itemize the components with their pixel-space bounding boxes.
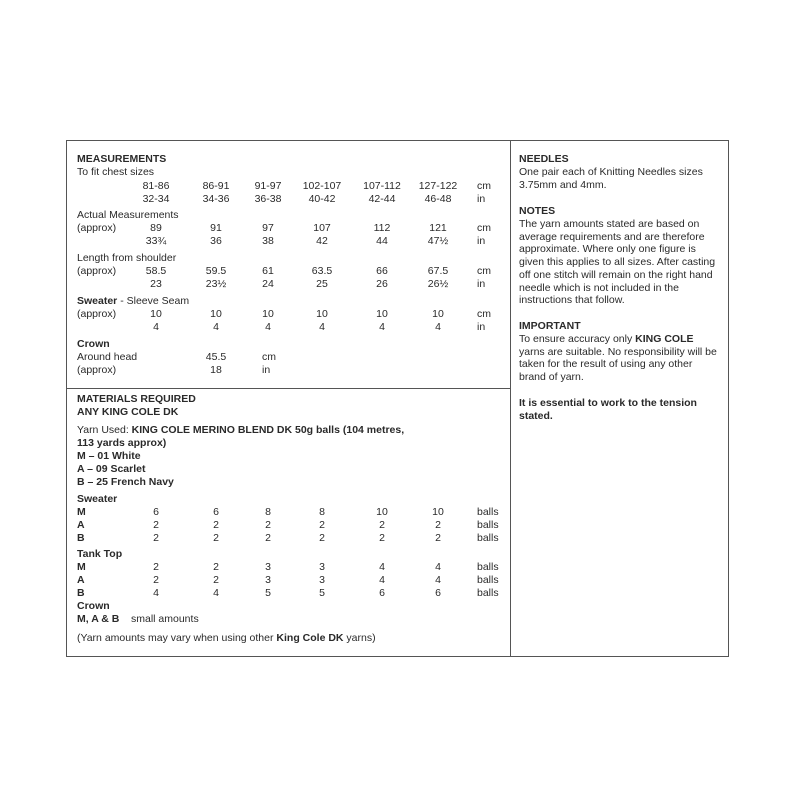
actual-cm-5: 112 <box>373 222 391 234</box>
length-in-2: 23½ <box>205 278 227 290</box>
sleeve-cm-3: 10 <box>262 308 274 320</box>
actual-in-6: 47½ <box>427 235 449 247</box>
sweater-b-4: 2 <box>319 532 325 544</box>
sweater-m-6: 10 <box>432 506 444 518</box>
sweater-b-5: 2 <box>379 532 385 544</box>
sweater-b-2: 2 <box>213 532 219 544</box>
sleeve-in-6: 4 <box>435 321 441 333</box>
crown-unit-cm: cm <box>262 351 276 363</box>
sweater-b-3: 2 <box>265 532 271 544</box>
sleeve-in-5: 4 <box>379 321 385 333</box>
size-in-1: 32-34 <box>142 193 170 205</box>
tank-a-1: 2 <box>153 574 159 586</box>
actual-cm-3: 97 <box>262 222 274 234</box>
sweater-a-3: 2 <box>265 519 271 531</box>
unit-in: in <box>477 193 486 205</box>
important-text <box>519 333 719 384</box>
sleeve-unit-cm: cm <box>477 308 491 320</box>
tank-a-5: 4 <box>379 574 385 586</box>
materials-heading: MATERIALS REQUIRED <box>77 393 196 405</box>
important-suffix: yarns are suitable. No responsibility will be taken for the result of using any other brand of yarn. <box>519 345 717 384</box>
around-head-label: Around head <box>77 351 138 363</box>
crown-row-value: small amounts <box>131 613 199 625</box>
actual-cm-2: 91 <box>210 222 222 234</box>
actual-unit-cm: cm <box>477 222 491 234</box>
tank-row-m-label: M <box>77 561 86 573</box>
length-cm-1: 58.5 <box>145 265 167 277</box>
size-in-2: 34-36 <box>202 193 230 205</box>
tension-text: It is essential to work to the tension stated. <box>519 397 697 422</box>
length-cm-3: 61 <box>262 265 274 277</box>
materials-subheading: ANY KING COLE DK <box>77 406 179 418</box>
length-in-5: 26 <box>376 278 388 290</box>
actual-in-5: 44 <box>376 235 388 247</box>
tank-row-b-label: B <box>77 587 85 599</box>
colour-b: B – 25 French Navy <box>77 476 174 488</box>
length-in-6: 26½ <box>427 278 449 290</box>
notes-heading: NOTES <box>519 205 556 217</box>
sweater-b-6: 2 <box>435 532 441 544</box>
size-cm-2: 86-91 <box>202 180 230 192</box>
actual-in-3: 38 <box>262 235 274 247</box>
sleeve-cm-1: 10 <box>150 308 162 320</box>
length-unit-cm: cm <box>477 265 491 277</box>
tank-label: Tank Top <box>77 548 123 560</box>
tank-a-6: 4 <box>435 574 441 586</box>
tank-m-6: 4 <box>435 561 441 573</box>
measurements-heading: MEASUREMENTS <box>77 153 167 165</box>
important-bold: KING COLE <box>635 333 694 345</box>
sleeve-cm-5: 10 <box>376 308 388 320</box>
size-cm-4: 102-107 <box>302 180 342 192</box>
size-in-3: 36-38 <box>254 193 282 205</box>
sleeve-cm-4: 10 <box>316 308 328 320</box>
sweater-a-6: 2 <box>435 519 441 531</box>
crown-in: 18 <box>210 364 222 376</box>
length-approx-label: (approx) <box>77 265 117 277</box>
size-cm-5: 107-112 <box>363 180 401 192</box>
sleeve-in-1: 4 <box>153 321 159 333</box>
sweater-m-3: 8 <box>265 506 271 518</box>
tank-m-4: 3 <box>319 561 325 573</box>
sweater-a-2: 2 <box>213 519 219 531</box>
tank-a-2: 2 <box>213 574 219 586</box>
unit-cm: cm <box>477 180 491 192</box>
sleeve-label-bold: Sweater <box>77 295 118 307</box>
tank-a-3: 3 <box>265 574 271 586</box>
sweater-row-a-label: A <box>77 519 85 531</box>
sleeve-approx-label: (approx) <box>77 308 117 320</box>
length-in-1: 23 <box>150 278 162 290</box>
actual-cm-4: 107 <box>313 222 331 234</box>
sweater-row-m-label: M <box>77 506 86 518</box>
yarn-used-prefix: Yarn Used: <box>77 424 132 436</box>
tank-a-4: 3 <box>319 574 325 586</box>
actual-cm-6: 121 <box>429 222 447 234</box>
yarn-note-suffix: yarns) <box>343 632 376 644</box>
needles-text: One pair each of Knitting Needles sizes 3.75mm and 4mm. <box>519 166 703 191</box>
tank-b-3: 5 <box>265 587 271 599</box>
sweater-m-unit: balls <box>477 506 499 518</box>
sweater-m-5: 10 <box>376 506 388 518</box>
sleeve-in-2: 4 <box>213 321 219 333</box>
actual-label: Actual Measurements <box>77 209 179 221</box>
crown-approx-label: (approx) <box>77 364 117 376</box>
tank-row-a-label: A <box>77 574 85 586</box>
sweater-b-unit: balls <box>477 532 499 544</box>
sweater-a-4: 2 <box>319 519 325 531</box>
chest-label: To fit chest sizes <box>77 166 155 178</box>
tank-b-unit: balls <box>477 587 499 599</box>
yarn-note-bold: King Cole DK <box>276 632 344 644</box>
actual-in-2: 36 <box>210 235 222 247</box>
length-cm-6: 67.5 <box>427 265 449 277</box>
tank-m-3: 3 <box>265 561 271 573</box>
actual-unit-in: in <box>477 235 486 247</box>
size-in-6: 46-48 <box>424 193 452 205</box>
tank-a-unit: balls <box>477 574 499 586</box>
sleeve-label-rest: - Sleeve Seam <box>117 295 190 307</box>
yarn-used-line2: 113 yards approx) <box>77 437 167 449</box>
yarn-note <box>77 632 376 644</box>
length-cm-4: 63.5 <box>311 265 333 277</box>
yarn-note-prefix: (Yarn amounts may vary when using other <box>77 632 277 644</box>
sweater-m-2: 6 <box>213 506 219 518</box>
actual-in-1: 33¾ <box>145 235 167 247</box>
tank-m-1: 2 <box>153 561 159 573</box>
size-in-5: 42-44 <box>368 193 396 205</box>
sweater-row-b-label: B <box>77 532 85 544</box>
sweater-m-1: 6 <box>153 506 159 518</box>
actual-approx-label: (approx) <box>77 222 117 234</box>
length-in-4: 25 <box>316 278 328 290</box>
actual-in-4: 42 <box>316 235 328 247</box>
tank-m-unit: balls <box>477 561 499 573</box>
tank-b-1: 4 <box>153 587 159 599</box>
sleeve-cm-6: 10 <box>432 308 444 320</box>
size-in-4: 40-42 <box>308 193 336 205</box>
tank-b-6: 6 <box>435 587 441 599</box>
column-divider <box>510 140 511 657</box>
size-cm-3: 91-97 <box>254 180 282 192</box>
length-cm-2: 59.5 <box>205 265 227 277</box>
sleeve-cm-2: 10 <box>210 308 222 320</box>
colour-a: A – 09 Scarlet <box>77 463 146 475</box>
crown-heading: Crown <box>77 338 110 350</box>
materials-crown-label: Crown <box>77 600 110 612</box>
sweater-label: Sweater <box>77 493 118 505</box>
notes-text: The yarn amounts stated are based on average requirements and are therefore approximate. Where only one figure is given this applies to all sizes. After casting off one stitch will remain on the right hand needle which is not included in the instructions that follow. <box>519 218 716 307</box>
size-cm-6: 127-122 <box>418 180 458 192</box>
sweater-a-unit: balls <box>477 519 499 531</box>
sweater-a-5: 2 <box>379 519 385 531</box>
important-prefix: To ensure accuracy only <box>519 333 636 345</box>
yarn-used-bold: KING COLE MERINO BLEND DK 50g balls (104 metres, <box>131 424 405 436</box>
crown-unit-in: in <box>262 364 271 376</box>
yarn-used <box>77 424 404 436</box>
length-label: Length from shoulder <box>77 252 177 264</box>
tank-b-4: 5 <box>319 587 325 599</box>
length-in-3: 24 <box>262 278 274 290</box>
crown-row-label: M, A & B <box>77 613 120 625</box>
sweater-a-1: 2 <box>153 519 159 531</box>
length-unit-in: in <box>477 278 486 290</box>
section-divider <box>66 388 511 389</box>
size-cm-1: 81-86 <box>142 180 170 192</box>
crown-cm: 45.5 <box>205 351 227 363</box>
sleeve-in-4: 4 <box>319 321 325 333</box>
tank-b-5: 6 <box>379 587 385 599</box>
sleeve-in-3: 4 <box>265 321 271 333</box>
tank-m-5: 4 <box>379 561 385 573</box>
colour-m: M – 01 White <box>77 450 141 462</box>
needles-heading: NEEDLES <box>519 153 569 165</box>
length-cm-5: 66 <box>376 265 388 277</box>
sleeve-label <box>77 295 189 307</box>
sleeve-unit-in: in <box>477 321 486 333</box>
actual-cm-1: 89 <box>150 222 162 234</box>
sweater-m-4: 8 <box>319 506 325 518</box>
sweater-b-1: 2 <box>153 532 159 544</box>
important-heading: IMPORTANT <box>519 320 581 332</box>
tank-b-2: 4 <box>213 587 219 599</box>
tank-m-2: 2 <box>213 561 219 573</box>
